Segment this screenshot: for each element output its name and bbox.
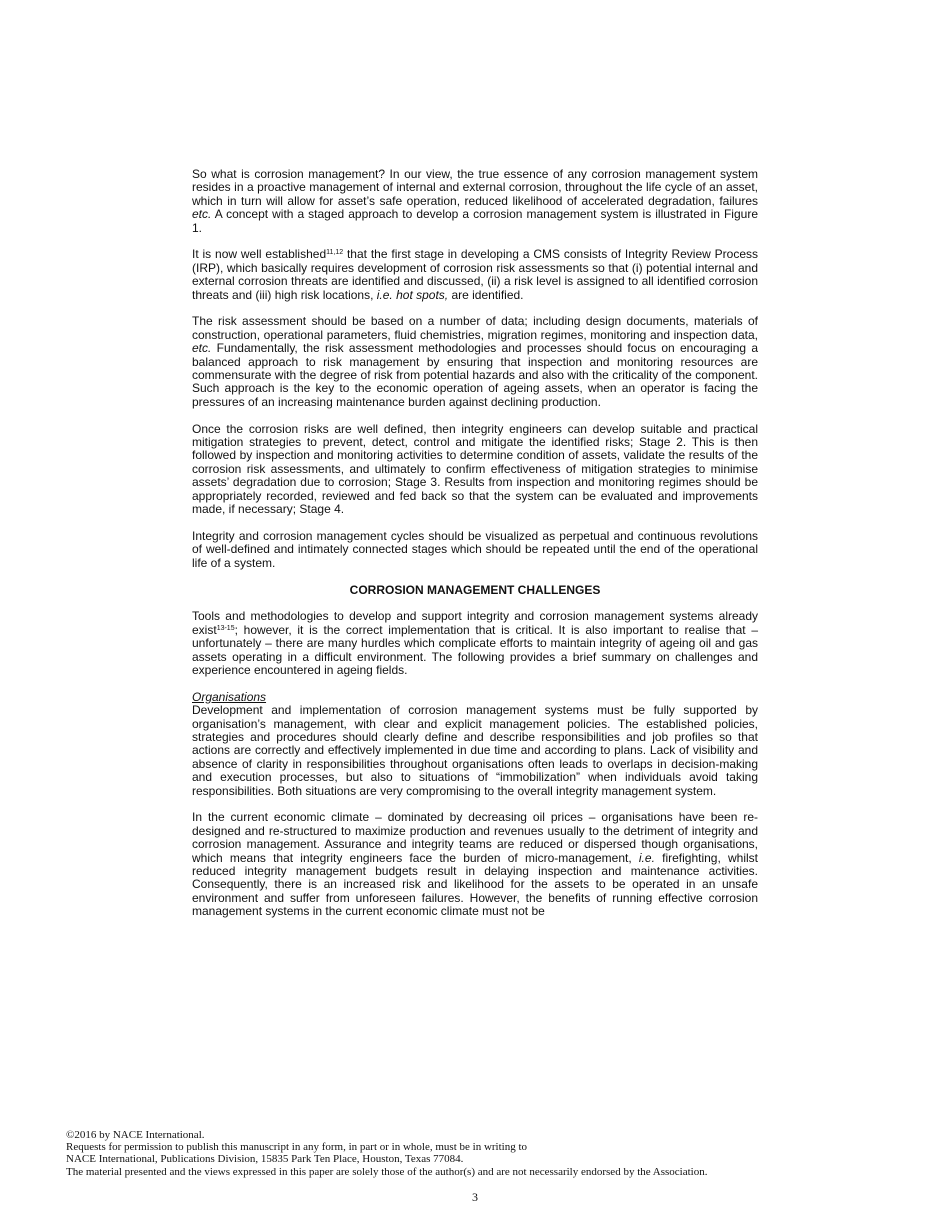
citation-superscript: 11,12 — [326, 249, 344, 257]
copyright-footer — [66, 1129, 896, 1178]
italic-text: i.e. — [638, 850, 655, 865]
text-run: ; however, it is the correct implementation that is critical. It is also important to realise that – unfortunately – there are many hurdles which complicate efforts to maintain integrity of ageing oil and gas assets operating in a difficult environment. The following provides a brief summary on challenges and experience encountered in ageing fields. — [192, 622, 758, 677]
footer-address: NACE International, Publications Division, 15835 Park Ten Place, Houston, Texas 77084. — [66, 1153, 464, 1166]
section-heading: CORROSION MANAGEMENT CHALLENGES — [349, 582, 601, 597]
text-run: Tools and methodologies to develop and support integrity and corrosion management systems already exist — [192, 609, 758, 637]
text-run: Fundamentally, the risk assessment methodologies and processes should focus on encouraging a balanced approach to risk management by ensuring that inspection and monitoring resources are commensurate with the degree of risk from potential hazards and also with the criticality of the component. Such approach is the key to the economic operation of ageing assets, when an operator is facing the pressures of an increasing maintenance burden against declining production. — [192, 341, 758, 409]
paragraph-economic-climate — [192, 811, 758, 918]
article-body — [192, 168, 758, 932]
citation-superscript: 13-15 — [216, 624, 235, 632]
paragraph-risk-assessment — [192, 315, 758, 409]
text-run: are identified. — [448, 287, 524, 302]
paragraph-organisations — [192, 691, 758, 798]
paragraph-mitigation: Once the corrosion risks are well defined, then integrity engineers can develop suitable and practical mitigation strategies to prevent, detect, control and mitigate the identified risks; Stage 2. This is then followed by inspection and monitoring activities to determine condition of assets, validate the results of the corrosion risk assessments, and ultimately to confirm effectiveness of mitigation strategies to minimise assets’ degradation due to corrosion; Stage 3. Results from inspection and monitoring regimes should be appropriately recorded, reviewed and fed back so that the system can be evaluated and improvements made, if necessary; Stage 4. — [192, 421, 758, 517]
text-run: It is now well established — [192, 247, 327, 262]
text-run: A concept with a staged approach to develop a corrosion management system is illustrated in Figure 1. — [192, 207, 758, 235]
footer-disclaimer: The material presented and the views expressed in this paper are solely those of the author(s) and are not necessarily endorsed by the Association. — [66, 1165, 708, 1178]
text-run: So what is corrosion management? In our view, the true essence of any corrosion management system resides in a proactive management of internal and external corrosion, throughout the life cycle of an asset, which in turn will allow for asset’s safe operation, reduced likelihood of accelerated degradation, failures — [192, 167, 758, 208]
footer-permission: Requests for permission to publish this manuscript in any form, in part or in whole, must be in writing to — [66, 1141, 528, 1154]
subheading-organisations: Organisations — [192, 689, 267, 704]
footer-copyright: ©2016 by NACE International. — [66, 1129, 205, 1141]
text-run: The risk assessment should be based on a number of data; including design documents, materials of construction, operational parameters, fluid chemistries, migration regimes, monitoring and inspection data, — [192, 314, 758, 342]
italic-text: etc. — [192, 341, 212, 356]
page-number: 3 — [472, 1190, 478, 1204]
text-run: that the first stage in developing a CMS consists of Integrity Review Process (IRP), which basically requires development of corrosion risk assessments so that (i) potential internal and external corrosion threats are identified and discussed, (ii) a risk level is assigned to all identified corrosion threats and (iii) high risk locations, — [192, 247, 758, 302]
italic-text: etc. — [192, 207, 212, 222]
text-run: In the current economic climate – dominated by decreasing oil prices – organisations have been re-designed and re-structured to maximize production and revenues usually to the detriment of integrity and corrosion management. Assurance and integrity teams are reduced or dispersed though organisations, which means that integrity engineers face the burden of micro-management, — [192, 810, 758, 865]
text-run: firefighting, whilst reduced integrity management budgets result in delaying inspection and maintenance activities. Consequently, there is an increased risk and likelihood for the assets to be operated in an unsafe environment and suffer from unforeseen failures. However, the benefits of running effective corrosion management systems in the current economic climate must not be — [192, 850, 759, 919]
paragraph-cycles: Integrity and corrosion management cycles should be visualized as perpetual and continuous revolutions of well-defined and intimately connected stages which should be repeated until the end of the operational life of a system. — [192, 528, 758, 570]
text-run: Development and implementation of corrosion management systems must be fully supported by organisation’s management, with clear and explicit management policies. The established policies, strategies and procedures should clearly define and describe responsibilities and job profiles so that actions are correctly and effectively implemented in due time and according to plans. Lack of visibility and absence of clarity in responsibilities throughout organisations often leads to overlaps in decision-making and execution processes, but also to situations of “immobilization” when individuals avoid taking responsibilities. Both situations are very compromising to the overall integrity management system. — [192, 703, 758, 798]
paragraph-cms-definition — [192, 168, 758, 235]
paragraph-tools — [192, 610, 758, 677]
paragraph-irp — [192, 248, 758, 302]
italic-text: i.e. hot spots, — [376, 287, 449, 302]
